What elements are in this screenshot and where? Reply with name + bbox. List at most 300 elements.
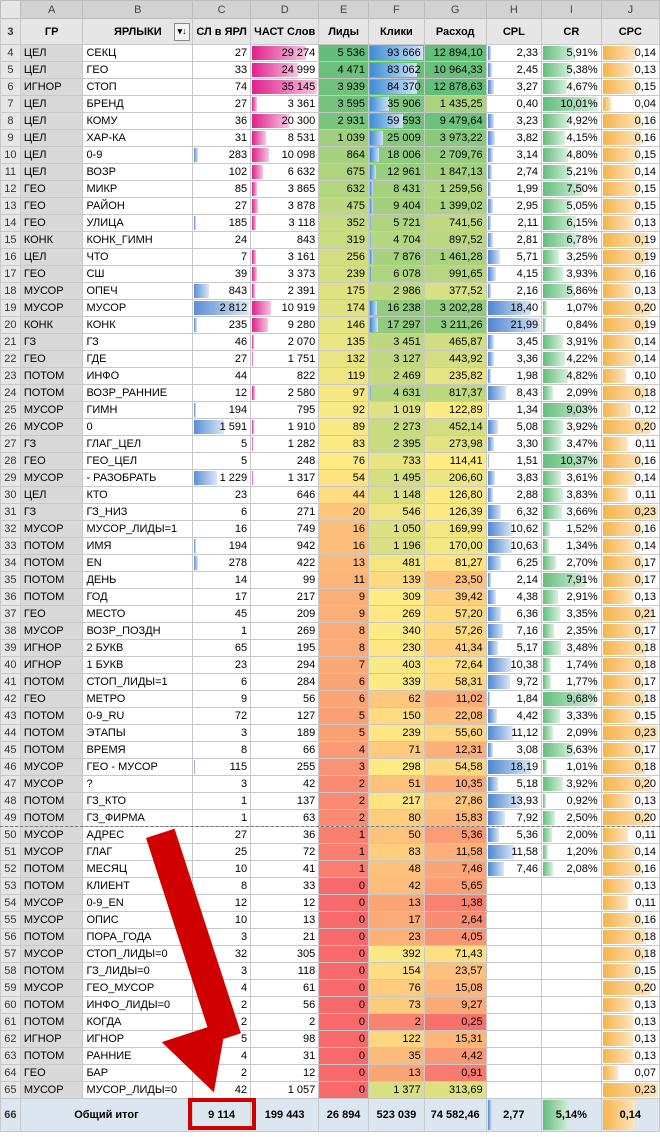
cell-cost[interactable] bbox=[424, 691, 486, 708]
cell-cost[interactable] bbox=[424, 232, 486, 249]
cell-label[interactable] bbox=[83, 62, 193, 79]
cell-gr[interactable] bbox=[20, 504, 83, 521]
cell-sl[interactable] bbox=[193, 436, 251, 453]
cell-chast[interactable] bbox=[251, 300, 319, 317]
cell-cost[interactable] bbox=[424, 504, 486, 521]
cell-clicks[interactable] bbox=[369, 963, 425, 980]
cell-clicks[interactable] bbox=[369, 198, 425, 215]
cell-cpl[interactable] bbox=[486, 1065, 541, 1082]
row-number[interactable]: 41 bbox=[1, 674, 21, 691]
cell-cpl[interactable] bbox=[486, 130, 541, 147]
cell-label[interactable] bbox=[83, 997, 193, 1014]
row-number[interactable]: 46 bbox=[1, 759, 21, 776]
cell-sl[interactable] bbox=[193, 283, 251, 300]
cell-cost[interactable] bbox=[424, 266, 486, 283]
cell-sl[interactable] bbox=[193, 759, 251, 776]
row-number[interactable]: 32 bbox=[1, 521, 21, 538]
cell-clicks[interactable] bbox=[369, 45, 425, 62]
cell-cpc[interactable] bbox=[601, 283, 659, 300]
cell-clicks[interactable] bbox=[369, 317, 425, 334]
cell-chast[interactable] bbox=[251, 504, 319, 521]
cell-gr[interactable] bbox=[20, 181, 83, 198]
cell-sl[interactable] bbox=[193, 657, 251, 674]
cell-gr[interactable] bbox=[20, 164, 83, 181]
row-number[interactable]: 63 bbox=[1, 1048, 21, 1065]
cell-label[interactable] bbox=[83, 572, 193, 589]
header-cost[interactable]: Расход bbox=[424, 19, 486, 45]
cell-gr[interactable] bbox=[20, 402, 83, 419]
cell-cost[interactable] bbox=[424, 606, 486, 623]
cell-leads[interactable] bbox=[319, 742, 369, 759]
cell-gr[interactable] bbox=[20, 572, 83, 589]
row-number[interactable]: 65 bbox=[1, 1082, 21, 1099]
cell-sl[interactable] bbox=[193, 895, 251, 912]
row-number[interactable]: 34 bbox=[1, 555, 21, 572]
cell-cpc[interactable] bbox=[601, 181, 659, 198]
cell-clicks[interactable] bbox=[369, 912, 425, 929]
cell-clicks[interactable] bbox=[369, 997, 425, 1014]
cell-clicks[interactable] bbox=[369, 164, 425, 181]
cell-chast[interactable] bbox=[251, 997, 319, 1014]
total-cost[interactable] bbox=[424, 1099, 486, 1132]
cell-chast[interactable] bbox=[251, 317, 319, 334]
cell-clicks[interactable] bbox=[369, 113, 425, 130]
cell-sl[interactable] bbox=[193, 623, 251, 640]
cell-gr[interactable] bbox=[20, 929, 83, 946]
row-number[interactable]: 25 bbox=[1, 402, 21, 419]
row-number[interactable]: 42 bbox=[1, 691, 21, 708]
cell-cr[interactable] bbox=[542, 997, 602, 1014]
row-number[interactable]: 20 bbox=[1, 317, 21, 334]
cell-chast[interactable] bbox=[251, 232, 319, 249]
cell-gr[interactable] bbox=[20, 249, 83, 266]
cell-leads[interactable] bbox=[319, 181, 369, 198]
cell-cpc[interactable] bbox=[601, 45, 659, 62]
cell-leads[interactable] bbox=[319, 1048, 369, 1065]
total-cr[interactable] bbox=[542, 1099, 602, 1132]
cell-clicks[interactable] bbox=[369, 1048, 425, 1065]
cell-label[interactable] bbox=[83, 249, 193, 266]
cell-clicks[interactable] bbox=[369, 1082, 425, 1099]
cell-chast[interactable] bbox=[251, 572, 319, 589]
cell-sl[interactable] bbox=[193, 691, 251, 708]
cell-sl[interactable] bbox=[193, 249, 251, 266]
cell-chast[interactable] bbox=[251, 1048, 319, 1065]
cell-cost[interactable] bbox=[424, 895, 486, 912]
header-labels[interactable] bbox=[83, 19, 193, 45]
cell-gr[interactable] bbox=[20, 147, 83, 164]
cell-gr[interactable] bbox=[20, 776, 83, 793]
cell-leads[interactable] bbox=[319, 419, 369, 436]
cell-cpl[interactable] bbox=[486, 725, 541, 742]
cell-leads[interactable] bbox=[319, 640, 369, 657]
cell-label[interactable] bbox=[83, 555, 193, 572]
cell-cr[interactable] bbox=[542, 96, 602, 113]
cell-gr[interactable] bbox=[20, 487, 83, 504]
row-number[interactable]: 10 bbox=[1, 147, 21, 164]
cell-cpc[interactable] bbox=[601, 929, 659, 946]
cell-cpc[interactable] bbox=[601, 623, 659, 640]
cell-label[interactable] bbox=[83, 980, 193, 997]
cell-cost[interactable] bbox=[424, 215, 486, 232]
cell-chast[interactable] bbox=[251, 1082, 319, 1099]
cell-clicks[interactable] bbox=[369, 368, 425, 385]
cell-cpc[interactable] bbox=[601, 759, 659, 776]
cell-sl[interactable] bbox=[193, 742, 251, 759]
cell-gr[interactable] bbox=[20, 130, 83, 147]
cell-cost[interactable] bbox=[424, 487, 486, 504]
cell-clicks[interactable] bbox=[369, 130, 425, 147]
cell-cr[interactable] bbox=[542, 419, 602, 436]
header-cpl[interactable]: CPL bbox=[486, 19, 541, 45]
cell-clicks[interactable] bbox=[369, 572, 425, 589]
cell-cost[interactable] bbox=[424, 147, 486, 164]
cell-cpl[interactable] bbox=[486, 963, 541, 980]
cell-label[interactable] bbox=[83, 215, 193, 232]
cell-sl[interactable] bbox=[193, 79, 251, 96]
cell-chast[interactable] bbox=[251, 878, 319, 895]
cell-label[interactable] bbox=[83, 402, 193, 419]
cell-cpc[interactable] bbox=[601, 980, 659, 997]
cell-leads[interactable] bbox=[319, 453, 369, 470]
cell-sl[interactable] bbox=[193, 232, 251, 249]
column-letter-c[interactable]: C bbox=[193, 1, 251, 19]
cell-chast[interactable] bbox=[251, 436, 319, 453]
cell-cr[interactable] bbox=[542, 895, 602, 912]
cell-clicks[interactable] bbox=[369, 487, 425, 504]
cell-gr[interactable] bbox=[20, 912, 83, 929]
cell-chast[interactable] bbox=[251, 181, 319, 198]
cell-chast[interactable] bbox=[251, 844, 319, 861]
row-number[interactable]: 48 bbox=[1, 793, 21, 810]
cell-cost[interactable] bbox=[424, 674, 486, 691]
row-number[interactable]: 30 bbox=[1, 487, 21, 504]
cell-sl[interactable] bbox=[193, 334, 251, 351]
cell-cost[interactable] bbox=[424, 368, 486, 385]
cell-cpl[interactable] bbox=[486, 232, 541, 249]
cell-leads[interactable] bbox=[319, 130, 369, 147]
cell-chast[interactable] bbox=[251, 810, 319, 827]
cell-cpc[interactable] bbox=[601, 606, 659, 623]
cell-cr[interactable] bbox=[542, 453, 602, 470]
cell-cr[interactable] bbox=[542, 827, 602, 844]
cell-cpl[interactable] bbox=[486, 1082, 541, 1099]
cell-gr[interactable] bbox=[20, 283, 83, 300]
cell-leads[interactable] bbox=[319, 912, 369, 929]
row-number[interactable]: 50 bbox=[1, 827, 21, 844]
cell-cpl[interactable] bbox=[486, 521, 541, 538]
cell-cr[interactable] bbox=[542, 640, 602, 657]
cell-chast[interactable] bbox=[251, 45, 319, 62]
row-number[interactable]: 26 bbox=[1, 419, 21, 436]
cell-cpc[interactable] bbox=[601, 776, 659, 793]
cell-cpc[interactable] bbox=[601, 640, 659, 657]
cell-leads[interactable] bbox=[319, 215, 369, 232]
cell-gr[interactable] bbox=[20, 1082, 83, 1099]
cell-cpc[interactable] bbox=[601, 725, 659, 742]
cell-chast[interactable] bbox=[251, 198, 319, 215]
row-number[interactable]: 27 bbox=[1, 436, 21, 453]
cell-leads[interactable] bbox=[319, 385, 369, 402]
cell-cpl[interactable] bbox=[486, 79, 541, 96]
cell-label[interactable] bbox=[83, 759, 193, 776]
cell-cpc[interactable] bbox=[601, 130, 659, 147]
cell-cpl[interactable] bbox=[486, 317, 541, 334]
cell-sl[interactable] bbox=[193, 453, 251, 470]
cell-gr[interactable] bbox=[20, 198, 83, 215]
cell-label[interactable] bbox=[83, 657, 193, 674]
cell-cost[interactable] bbox=[424, 113, 486, 130]
cell-sl[interactable] bbox=[193, 266, 251, 283]
cell-cost[interactable] bbox=[424, 946, 486, 963]
cell-leads[interactable] bbox=[319, 62, 369, 79]
cell-sl[interactable] bbox=[193, 538, 251, 555]
cell-leads[interactable] bbox=[319, 623, 369, 640]
cell-cpc[interactable] bbox=[601, 691, 659, 708]
cell-cost[interactable] bbox=[424, 385, 486, 402]
cell-sl[interactable] bbox=[193, 351, 251, 368]
cell-clicks[interactable] bbox=[369, 674, 425, 691]
column-letter-j[interactable]: J bbox=[601, 1, 659, 19]
cell-sl[interactable] bbox=[193, 793, 251, 810]
row-number[interactable]: 47 bbox=[1, 776, 21, 793]
cell-sl[interactable] bbox=[193, 470, 251, 487]
cell-leads[interactable] bbox=[319, 946, 369, 963]
cell-cr[interactable] bbox=[542, 742, 602, 759]
cell-leads[interactable] bbox=[319, 232, 369, 249]
cell-leads[interactable] bbox=[319, 776, 369, 793]
cell-cpc[interactable] bbox=[601, 164, 659, 181]
cell-cpl[interactable] bbox=[486, 827, 541, 844]
cell-cpc[interactable] bbox=[601, 912, 659, 929]
cell-cost[interactable] bbox=[424, 283, 486, 300]
cell-cpc[interactable] bbox=[601, 589, 659, 606]
cell-gr[interactable] bbox=[20, 62, 83, 79]
cell-label[interactable] bbox=[83, 708, 193, 725]
cell-chast[interactable] bbox=[251, 657, 319, 674]
cell-clicks[interactable] bbox=[369, 895, 425, 912]
cell-cpc[interactable] bbox=[601, 538, 659, 555]
cell-label[interactable] bbox=[83, 96, 193, 113]
cell-label[interactable] bbox=[83, 300, 193, 317]
cell-cpc[interactable] bbox=[601, 742, 659, 759]
cell-chast[interactable] bbox=[251, 283, 319, 300]
cell-cr[interactable] bbox=[542, 657, 602, 674]
cell-sl[interactable] bbox=[193, 878, 251, 895]
cell-cpl[interactable] bbox=[486, 776, 541, 793]
cell-cost[interactable] bbox=[424, 640, 486, 657]
cell-cr[interactable] bbox=[542, 776, 602, 793]
cell-leads[interactable] bbox=[319, 317, 369, 334]
cell-leads[interactable] bbox=[319, 997, 369, 1014]
cell-gr[interactable] bbox=[20, 419, 83, 436]
cell-leads[interactable] bbox=[319, 1014, 369, 1031]
cell-cr[interactable] bbox=[542, 130, 602, 147]
cell-cost[interactable] bbox=[424, 725, 486, 742]
cell-chast[interactable] bbox=[251, 521, 319, 538]
cell-cpl[interactable] bbox=[486, 504, 541, 521]
cell-gr[interactable] bbox=[20, 793, 83, 810]
cell-sl[interactable] bbox=[193, 419, 251, 436]
cell-cr[interactable] bbox=[542, 708, 602, 725]
cell-gr[interactable] bbox=[20, 878, 83, 895]
cell-gr[interactable] bbox=[20, 300, 83, 317]
cell-cpl[interactable] bbox=[486, 606, 541, 623]
cell-chast[interactable] bbox=[251, 470, 319, 487]
cell-leads[interactable] bbox=[319, 249, 369, 266]
cell-label[interactable] bbox=[83, 1014, 193, 1031]
cell-label[interactable] bbox=[83, 963, 193, 980]
cell-leads[interactable] bbox=[319, 266, 369, 283]
cell-cpl[interactable] bbox=[486, 912, 541, 929]
cell-leads[interactable] bbox=[319, 606, 369, 623]
cell-gr[interactable] bbox=[20, 640, 83, 657]
cell-cost[interactable] bbox=[424, 45, 486, 62]
cell-cpc[interactable] bbox=[601, 878, 659, 895]
row-number[interactable]: 62 bbox=[1, 1031, 21, 1048]
cell-cpl[interactable] bbox=[486, 147, 541, 164]
row-number[interactable]: 56 bbox=[1, 929, 21, 946]
cell-clicks[interactable] bbox=[369, 215, 425, 232]
cell-cr[interactable] bbox=[542, 555, 602, 572]
cell-gr[interactable] bbox=[20, 266, 83, 283]
cell-cpl[interactable] bbox=[486, 351, 541, 368]
cell-leads[interactable] bbox=[319, 1082, 369, 1099]
row-number[interactable]: 64 bbox=[1, 1065, 21, 1082]
cell-cost[interactable] bbox=[424, 521, 486, 538]
row-number[interactable]: 52 bbox=[1, 861, 21, 878]
cell-cost[interactable] bbox=[424, 419, 486, 436]
cell-clicks[interactable] bbox=[369, 640, 425, 657]
cell-leads[interactable] bbox=[319, 691, 369, 708]
cell-leads[interactable] bbox=[319, 674, 369, 691]
cell-cpl[interactable] bbox=[486, 640, 541, 657]
cell-cost[interactable] bbox=[424, 623, 486, 640]
cell-leads[interactable] bbox=[319, 810, 369, 827]
cell-cost[interactable] bbox=[424, 317, 486, 334]
cell-label[interactable] bbox=[83, 317, 193, 334]
column-letter-b[interactable]: B bbox=[83, 1, 193, 19]
cell-cost[interactable] bbox=[424, 249, 486, 266]
cell-cpl[interactable] bbox=[486, 1048, 541, 1065]
cell-cost[interactable] bbox=[424, 980, 486, 997]
cell-chast[interactable] bbox=[251, 708, 319, 725]
row-number[interactable] bbox=[1, 1099, 21, 1132]
row-number[interactable]: 38 bbox=[1, 623, 21, 640]
header-clicks[interactable]: Клики bbox=[369, 19, 425, 45]
row-number[interactable]: 45 bbox=[1, 742, 21, 759]
cell-clicks[interactable] bbox=[369, 776, 425, 793]
cell-cpl[interactable] bbox=[486, 164, 541, 181]
cell-cpc[interactable] bbox=[601, 844, 659, 861]
cell-cpl[interactable] bbox=[486, 810, 541, 827]
header-chast[interactable]: ЧАСТ Слов bbox=[251, 19, 319, 45]
cell-gr[interactable] bbox=[20, 946, 83, 963]
cell-leads[interactable] bbox=[319, 147, 369, 164]
cell-cpl[interactable] bbox=[486, 708, 541, 725]
cell-label[interactable] bbox=[83, 742, 193, 759]
cell-chast[interactable] bbox=[251, 164, 319, 181]
cell-leads[interactable] bbox=[319, 793, 369, 810]
cell-cr[interactable] bbox=[542, 1048, 602, 1065]
cell-label[interactable] bbox=[83, 810, 193, 827]
cell-label[interactable] bbox=[83, 521, 193, 538]
row-number[interactable]: 23 bbox=[1, 368, 21, 385]
row-number[interactable]: 31 bbox=[1, 504, 21, 521]
cell-clicks[interactable] bbox=[369, 861, 425, 878]
cell-cost[interactable] bbox=[424, 538, 486, 555]
cell-gr[interactable] bbox=[20, 96, 83, 113]
cell-cost[interactable] bbox=[424, 963, 486, 980]
row-number[interactable]: 12 bbox=[1, 181, 21, 198]
cell-cpl[interactable] bbox=[486, 334, 541, 351]
row-number[interactable]: 55 bbox=[1, 912, 21, 929]
cell-gr[interactable] bbox=[20, 810, 83, 827]
cell-clicks[interactable] bbox=[369, 181, 425, 198]
total-chast[interactable] bbox=[251, 1099, 319, 1132]
cell-cr[interactable] bbox=[542, 62, 602, 79]
cell-leads[interactable] bbox=[319, 725, 369, 742]
cell-gr[interactable] bbox=[20, 453, 83, 470]
cell-leads[interactable] bbox=[319, 351, 369, 368]
cell-cpl[interactable] bbox=[486, 929, 541, 946]
cell-clicks[interactable] bbox=[369, 1065, 425, 1082]
row-number[interactable]: 29 bbox=[1, 470, 21, 487]
cell-gr[interactable] bbox=[20, 385, 83, 402]
cell-sl[interactable] bbox=[193, 572, 251, 589]
cell-cost[interactable] bbox=[424, 742, 486, 759]
cell-cpl[interactable] bbox=[486, 572, 541, 589]
cell-cr[interactable] bbox=[542, 113, 602, 130]
cell-cr[interactable] bbox=[542, 351, 602, 368]
row-number[interactable]: 9 bbox=[1, 130, 21, 147]
cell-clicks[interactable] bbox=[369, 96, 425, 113]
column-letter-g[interactable]: G bbox=[424, 1, 486, 19]
row-number[interactable]: 28 bbox=[1, 453, 21, 470]
cell-cpc[interactable] bbox=[601, 436, 659, 453]
cell-cpc[interactable] bbox=[601, 1065, 659, 1082]
cell-cr[interactable] bbox=[542, 436, 602, 453]
cell-clicks[interactable] bbox=[369, 249, 425, 266]
cell-cr[interactable] bbox=[542, 861, 602, 878]
column-letter-f[interactable]: F bbox=[369, 1, 425, 19]
cell-cpc[interactable] bbox=[601, 402, 659, 419]
cell-cost[interactable] bbox=[424, 334, 486, 351]
cell-chast[interactable] bbox=[251, 861, 319, 878]
cell-gr[interactable] bbox=[20, 1014, 83, 1031]
cell-cr[interactable] bbox=[542, 317, 602, 334]
cell-clicks[interactable] bbox=[369, 436, 425, 453]
cell-chast[interactable] bbox=[251, 96, 319, 113]
cell-cpc[interactable] bbox=[601, 266, 659, 283]
row-number[interactable]: 58 bbox=[1, 963, 21, 980]
cell-cpc[interactable] bbox=[601, 793, 659, 810]
cell-leads[interactable] bbox=[319, 164, 369, 181]
cell-cost[interactable] bbox=[424, 1031, 486, 1048]
cell-leads[interactable] bbox=[319, 572, 369, 589]
cell-leads[interactable] bbox=[319, 589, 369, 606]
cell-cpl[interactable] bbox=[486, 844, 541, 861]
cell-gr[interactable] bbox=[20, 1031, 83, 1048]
row-number[interactable]: 61 bbox=[1, 1014, 21, 1031]
cell-clicks[interactable] bbox=[369, 657, 425, 674]
cell-cpl[interactable] bbox=[486, 623, 541, 640]
cell-cpc[interactable] bbox=[601, 504, 659, 521]
cell-cr[interactable] bbox=[542, 470, 602, 487]
cell-cr[interactable] bbox=[542, 215, 602, 232]
cell-gr[interactable] bbox=[20, 759, 83, 776]
cell-gr[interactable] bbox=[20, 470, 83, 487]
